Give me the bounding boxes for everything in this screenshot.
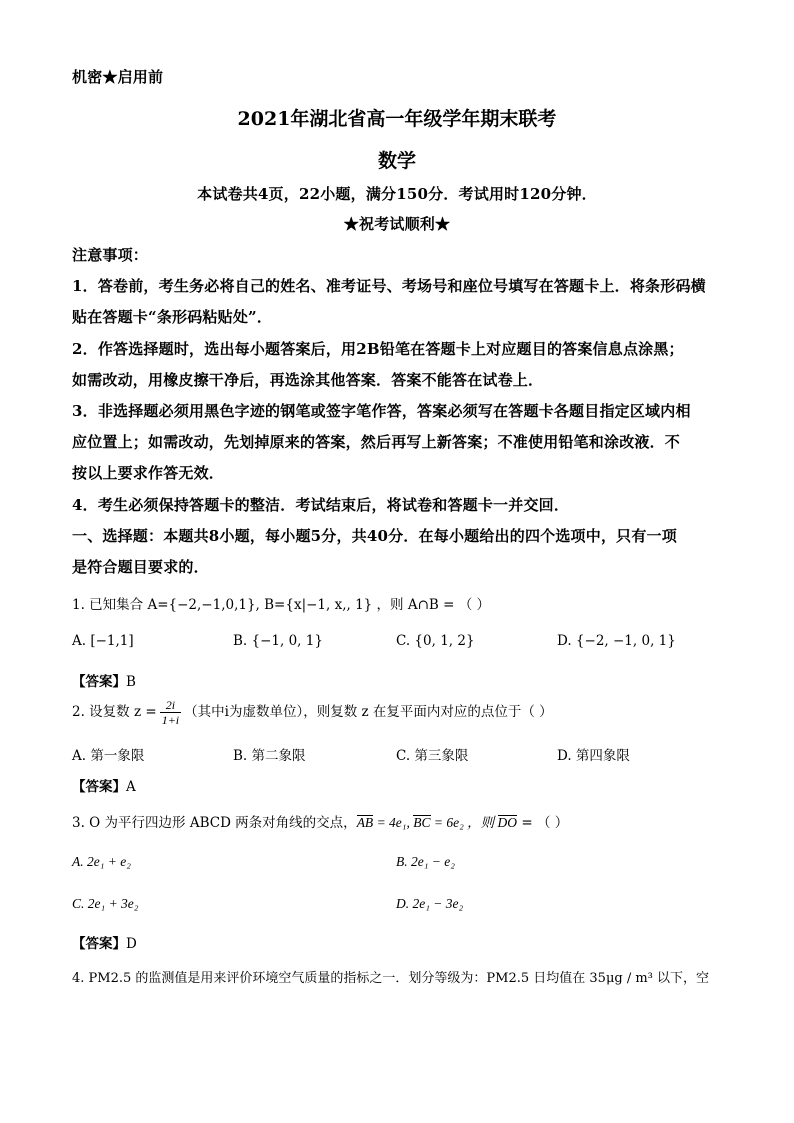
section-heading-cont: 是符合题目要求的． [72,558,209,576]
vector-ab: AB [356,815,374,830]
notice-line: 按以上要求作答无效． [72,464,225,482]
question-2-text [72,698,553,727]
answer-value: A [126,779,136,795]
q2-option-c: C. 第三象限 [396,748,469,764]
fraction-numerator: 2i [160,698,181,713]
vector-bc: BC [413,815,431,830]
q2-option-a: A. 第一象限 [72,748,145,764]
answer-value: B [126,674,136,690]
notice-line: 应位置上；如需改动，先划掉原来的答案，然后再写上新答案；不准使用铅笔和涂改液．不 [72,433,681,451]
q3-option-b: B. 2e₁ − e₂ [396,854,455,869]
q1-option-c: C. {0, 1, 2} [396,633,475,649]
notice-line: 贴在答题卡“条形码粘贴处”． [72,308,273,326]
vector-do: DO [497,815,518,830]
q1-option-d: D. {−2, −1, 0, 1} [557,633,676,649]
answer-value: D [126,936,137,952]
q2-post: （其中i为虚数单位），则复数 z 在复平面内对应的点位于（ ） [184,704,553,720]
exam-wish: ★祝考试顺利★ [343,215,451,233]
question-3-text [72,811,568,831]
q3-option-a: A. 2e₁ + e₂ [72,854,131,869]
answer-label: 【答案】 [72,779,126,795]
secret-label: 机密★启用前 [72,68,164,86]
q2-option-d: D. 第四象限 [557,748,630,764]
notice-line: 2．作答选择题时，选出每小题答案后，用2B铅笔在答题卡上对应题目的答案信息点涂黑； [72,340,684,358]
q2-answer [72,775,136,795]
answer-label: 【答案】 [72,674,126,690]
notice-line: 4．考生必须保持答题卡的整洁．考试结束后，将试卷和答题卡一并交回． [72,496,570,514]
q3-answer [72,932,137,952]
notice-line: 1．答卷前，考生务必将自己的姓名、准考证号、考场号和座位号填写在答题卡上．将条形码横 [72,277,706,295]
q3-post: = （ ） [517,815,569,831]
notice-line: 3．非选择题必须用黑色字迹的钢笔或签字笔作答，答案必须写在答题卡各题目指定区域内相 [72,402,691,420]
q2-option-b: B. 第二象限 [233,748,306,764]
q3-pre: 3. O 为平行四边形 ABCD 两条对角线的交点， [72,815,357,831]
exam-title: 2021年湖北省高一年级学年期末联考 [237,108,557,130]
q3-option-c: C. 2e₁ + 3e₂ [72,896,139,911]
notice-title: 注意事项： [72,246,149,264]
q3-mid2: = 6e₂ ，则 [430,815,498,830]
question-4-text: 4. PM2.5 的监测值是用来评价环境空气质量的指标之一．划分等级为：PM2.5 日均值在 35μg / m³ 以下，空 [72,971,710,986]
q2-pre: 2. 设复数 z = [72,704,157,720]
section-heading: 一、选择题：本题共8小题，每小题5分，共40分．在每小题给出的四个选项中，只有一项 [72,527,677,545]
q1-answer [72,670,136,690]
q1-option-a: A. [−1,1] [72,633,134,649]
q1-option-b: B. {−1, 0, 1} [233,633,323,649]
notice-line: 如需改动，用橡皮擦干净后，再选涂其他答案．答案不能答在试卷上． [72,371,544,389]
question-1-text: 1. 已知集合 A={−2,−1,0,1}, B={x|−1, x,, 1} ，则 A∩B = （ ） [72,597,491,613]
fraction [160,698,181,727]
exam-info: 本试卷共4页，22小题，满分150分．考试用时120分钟． [197,185,597,203]
fraction-denominator: 1+i [161,713,180,727]
answer-label: 【答案】 [72,936,126,952]
q3-option-d: D. 2e₁ − 3e₂ [396,896,464,911]
q3-mid1: = 4e₁, [373,815,414,830]
exam-subject: 数学 [377,150,416,172]
